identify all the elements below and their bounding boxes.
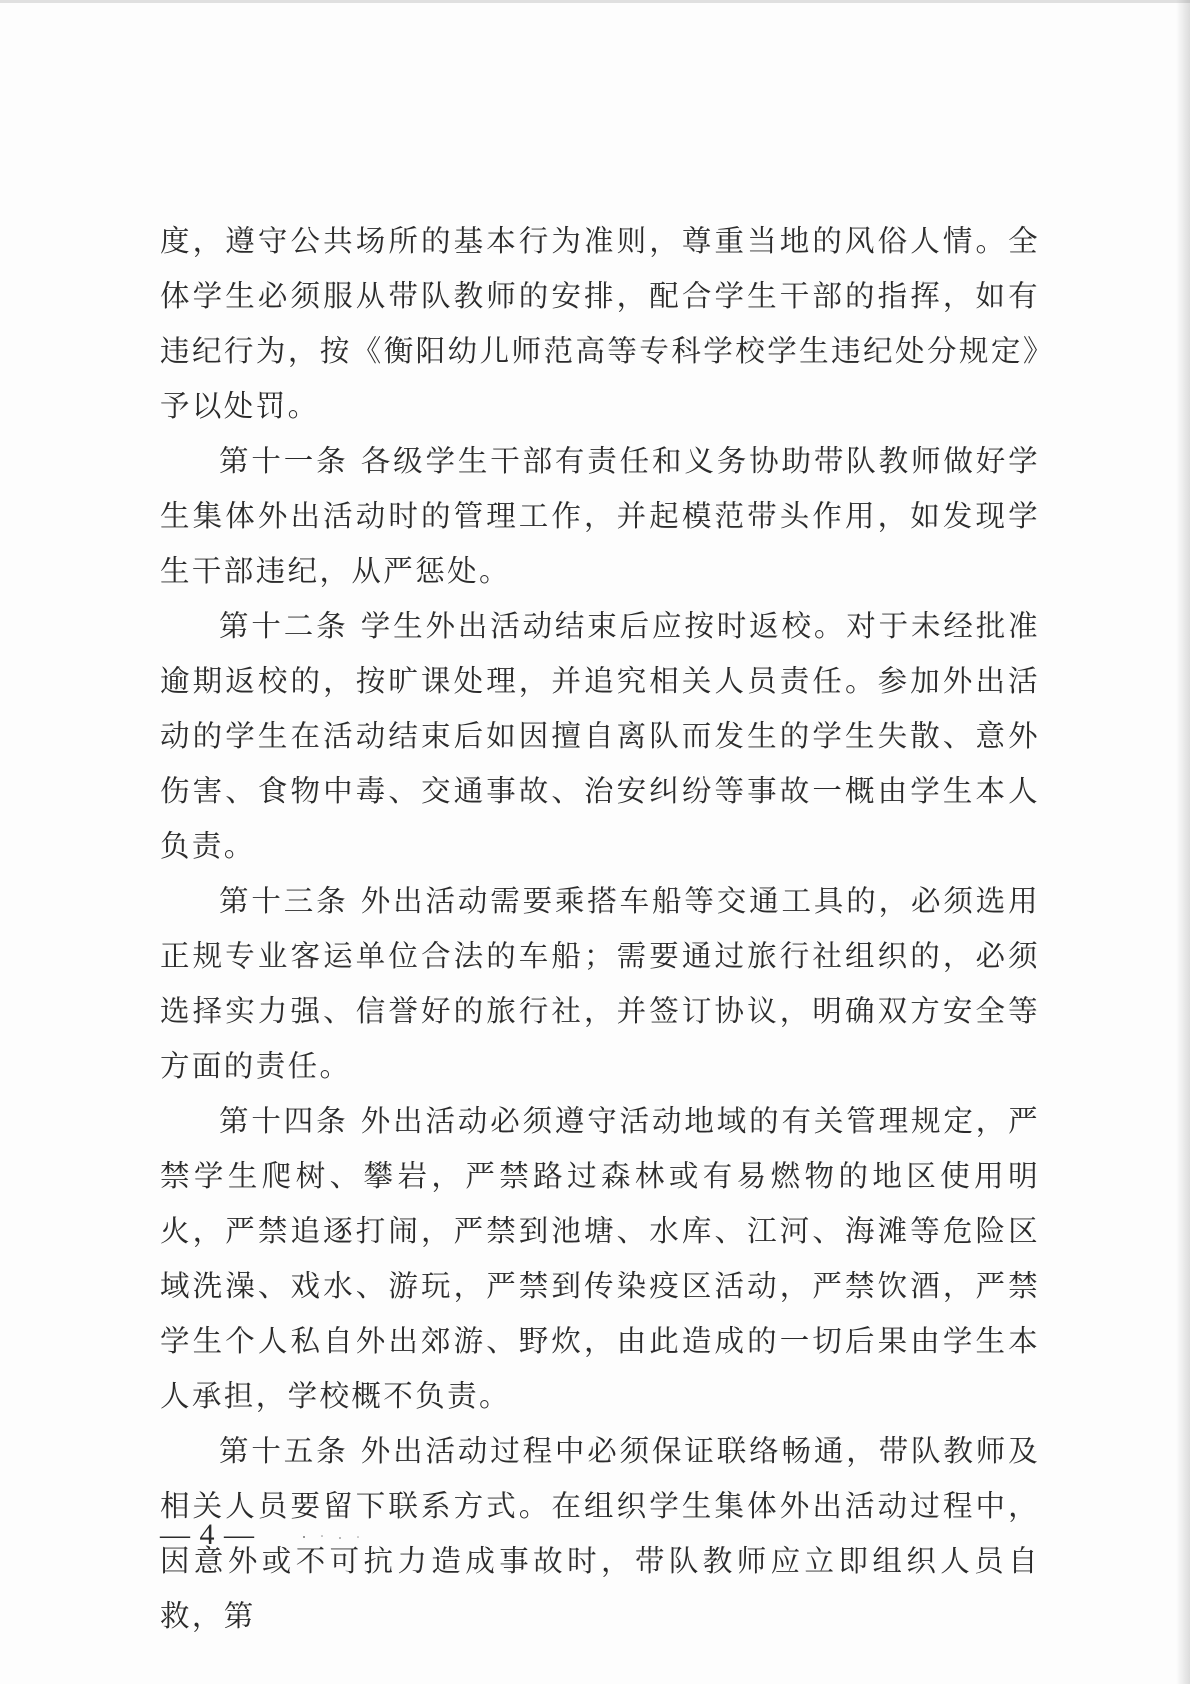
paragraph-article-14: 第十四条 外出活动必须遵守活动地域的有关管理规定，严禁学生爬树、攀岩，严禁路过森林或有易燃物的地区使用明火，严禁追逐打闹，严禁到池塘、水库、江河、海滩等危险区域洗澡、戏水、游玩，严禁到传染疫区活动，严禁饮酒，严禁学生个人私自外出郊游、野炊，由此造成的一切后果由学生本人承担，学校概不负责。	[160, 1104, 1040, 1413]
paragraph-article-13: 第十三条 外出活动需要乘搭车船等交通工具的，必须选用正规专业客运单位合法的车船；需要通过旅行社组织的，必须选择实力强、信誉好的旅行社，并签订协议，明确双方安全等方面的责任。	[160, 884, 1040, 1083]
page-number: — 4 —	[160, 1518, 255, 1551]
scan-right-edge-shadow	[1176, 0, 1190, 1684]
paragraph-article-12: 第十二条 学生外出活动结束后应按时返校。对于未经批准逾期返校的，按旷课处理，并追究相关人员责任。参加外出活动的学生在活动结束后如因擅自离队而发生的学生失散、意外伤害、食物中毒、交通事故、治安纠纷等事故一概由学生本人负责。	[160, 609, 1040, 863]
paragraph-article-11: 第十一条 各级学生干部有责任和义务协助带队教师做好学生集体外出活动时的管理工作，并起模范带头作用，如发现学生干部违纪，从严惩处。	[160, 444, 1040, 588]
document-body	[160, 214, 1040, 1644]
scan-top-edge	[0, 0, 1190, 3]
paragraph-continuation: 度，遵守公共场所的基本行为准则，尊重当地的风俗人情。全体学生必须服从带队教师的安排，配合学生干部的指挥，如有违纪行为，按《衡阳幼儿师范高等专科学校学生违纪处分规定》予以处罚。	[160, 224, 1040, 423]
paragraph-article-15: 第十五条 外出活动过程中必须保证联络畅通，带队教师及相关人员要留下联系方式。在组织学生集体外出活动过程中，因意外或不可抗力造成事故时，带队教师应立即组织人员自救，第	[160, 1434, 1040, 1633]
scan-specks	[300, 1532, 380, 1542]
